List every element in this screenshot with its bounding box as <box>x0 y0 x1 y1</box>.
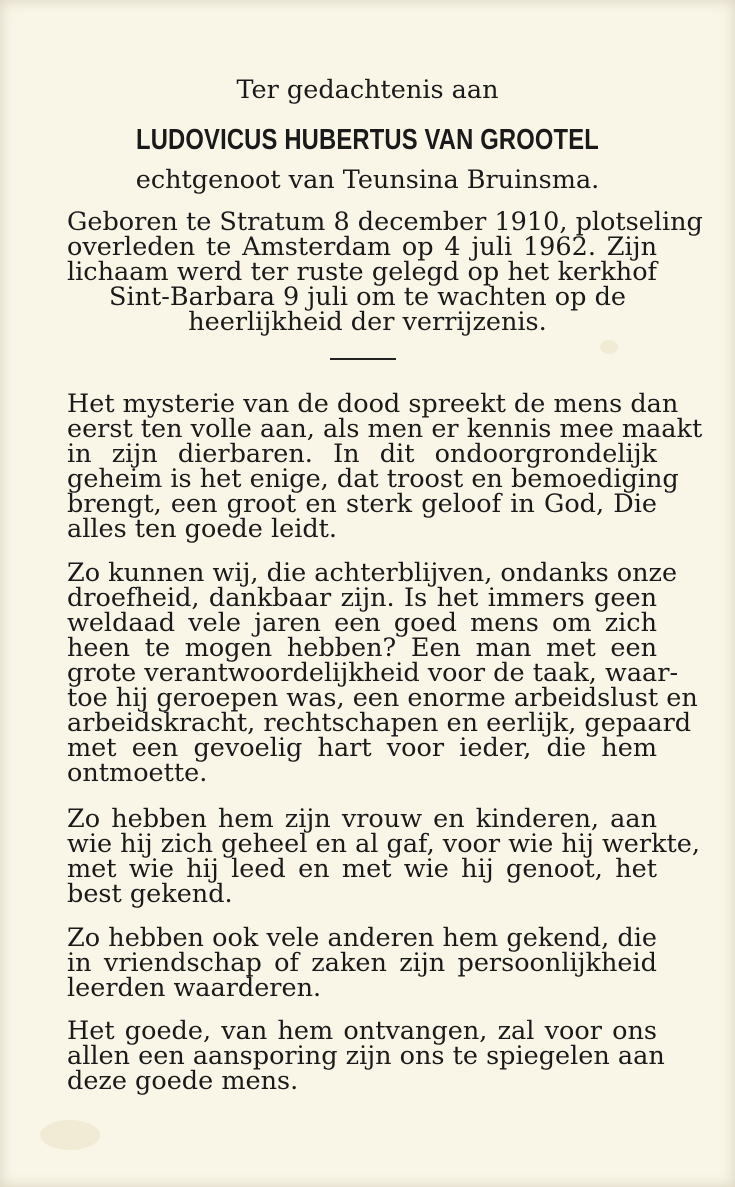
paragraph-line: Het goede, van hem ontvangen, zal voor ons <box>67 1016 657 1046</box>
paragraph-line: met wie hij leed en met wie hij genoot, het <box>67 854 657 884</box>
paragraph-line: best gekend. <box>67 879 233 909</box>
paragraph-line: brengt, een groot en sterk geloof in God, Die <box>67 489 657 519</box>
paper-stain <box>40 1120 100 1150</box>
intro-heading: Ter gedachtenis aan <box>236 75 499 105</box>
paragraph-line: Zo hebben ook vele anderen hem gekend, die <box>67 923 657 953</box>
paragraph-line: ontmoette. <box>67 758 208 788</box>
paragraph-line: leerden waarderen. <box>67 973 322 1003</box>
paragraph-line: alles ten goede leidt. <box>67 514 338 544</box>
paragraph-line: eerst ten volle aan, als men er kennis mee maakt <box>67 414 703 444</box>
biography-line: Sint-Barbara 9 juli om te wachten op de <box>108 282 627 312</box>
biography-line: Geboren te Stratum 8 december 1910, plotseling <box>67 207 703 237</box>
paper-stain <box>600 340 618 354</box>
paragraph-line: weldaad vele jaren een goed mens om zich <box>67 608 657 638</box>
paragraph-line: met een gevoelig hart voor ieder, die hem <box>67 733 657 763</box>
paragraph-line: Het mysterie van de dood spreekt de mens dan <box>67 389 679 419</box>
biography-line: lichaam werd ter ruste gelegd op het kerkhof <box>67 257 657 287</box>
paragraph-line: in zijn dierbaren. In dit ondoorgrondelijk <box>67 439 657 469</box>
paragraph-line: deze goede mens. <box>67 1066 299 1096</box>
paragraph-line: in vriendschap of zaken zijn persoonlijkheid <box>67 948 657 978</box>
paragraph-line: wie hij zich geheel en al gaf, voor wie hij werkte, <box>67 829 700 859</box>
paragraph-line: heen te mogen hebben? Een man met een <box>67 633 657 663</box>
biography-line: heerlijkheid der verrijzenis. <box>188 307 547 337</box>
paragraph-line: toe hij geroepen was, een enorme arbeidslust en <box>67 683 698 713</box>
paragraph-line: allen een aansporing zijn ons te spiegelen aan <box>67 1041 665 1071</box>
paragraph-line: Zo hebben hem zijn vrouw en kinderen, aan <box>67 804 657 834</box>
paragraph-line: arbeidskracht, rechtschapen en eerlijk, gepaard <box>67 708 692 738</box>
divider-rule <box>330 358 396 360</box>
paragraph-line: droefheid, dankbaar zijn. Is het immers geen <box>67 583 657 613</box>
deceased-name: LUDOVICUS HUBERTUS VAN GROOTEL <box>136 124 599 156</box>
paragraph-line: geheim is het enige, dat troost en bemoediging <box>67 464 679 494</box>
spouse-line: echtgenoot van Teunsina Bruinsma. <box>135 165 600 195</box>
biography-line: overleden te Amsterdam op 4 juli 1962. Zijn <box>67 232 657 262</box>
paragraph-line: grote verantwoordelijkheid voor de taak, waar- <box>67 658 679 688</box>
paragraph-line: Zo kunnen wij, die achterblijven, ondanks onze <box>67 558 678 588</box>
